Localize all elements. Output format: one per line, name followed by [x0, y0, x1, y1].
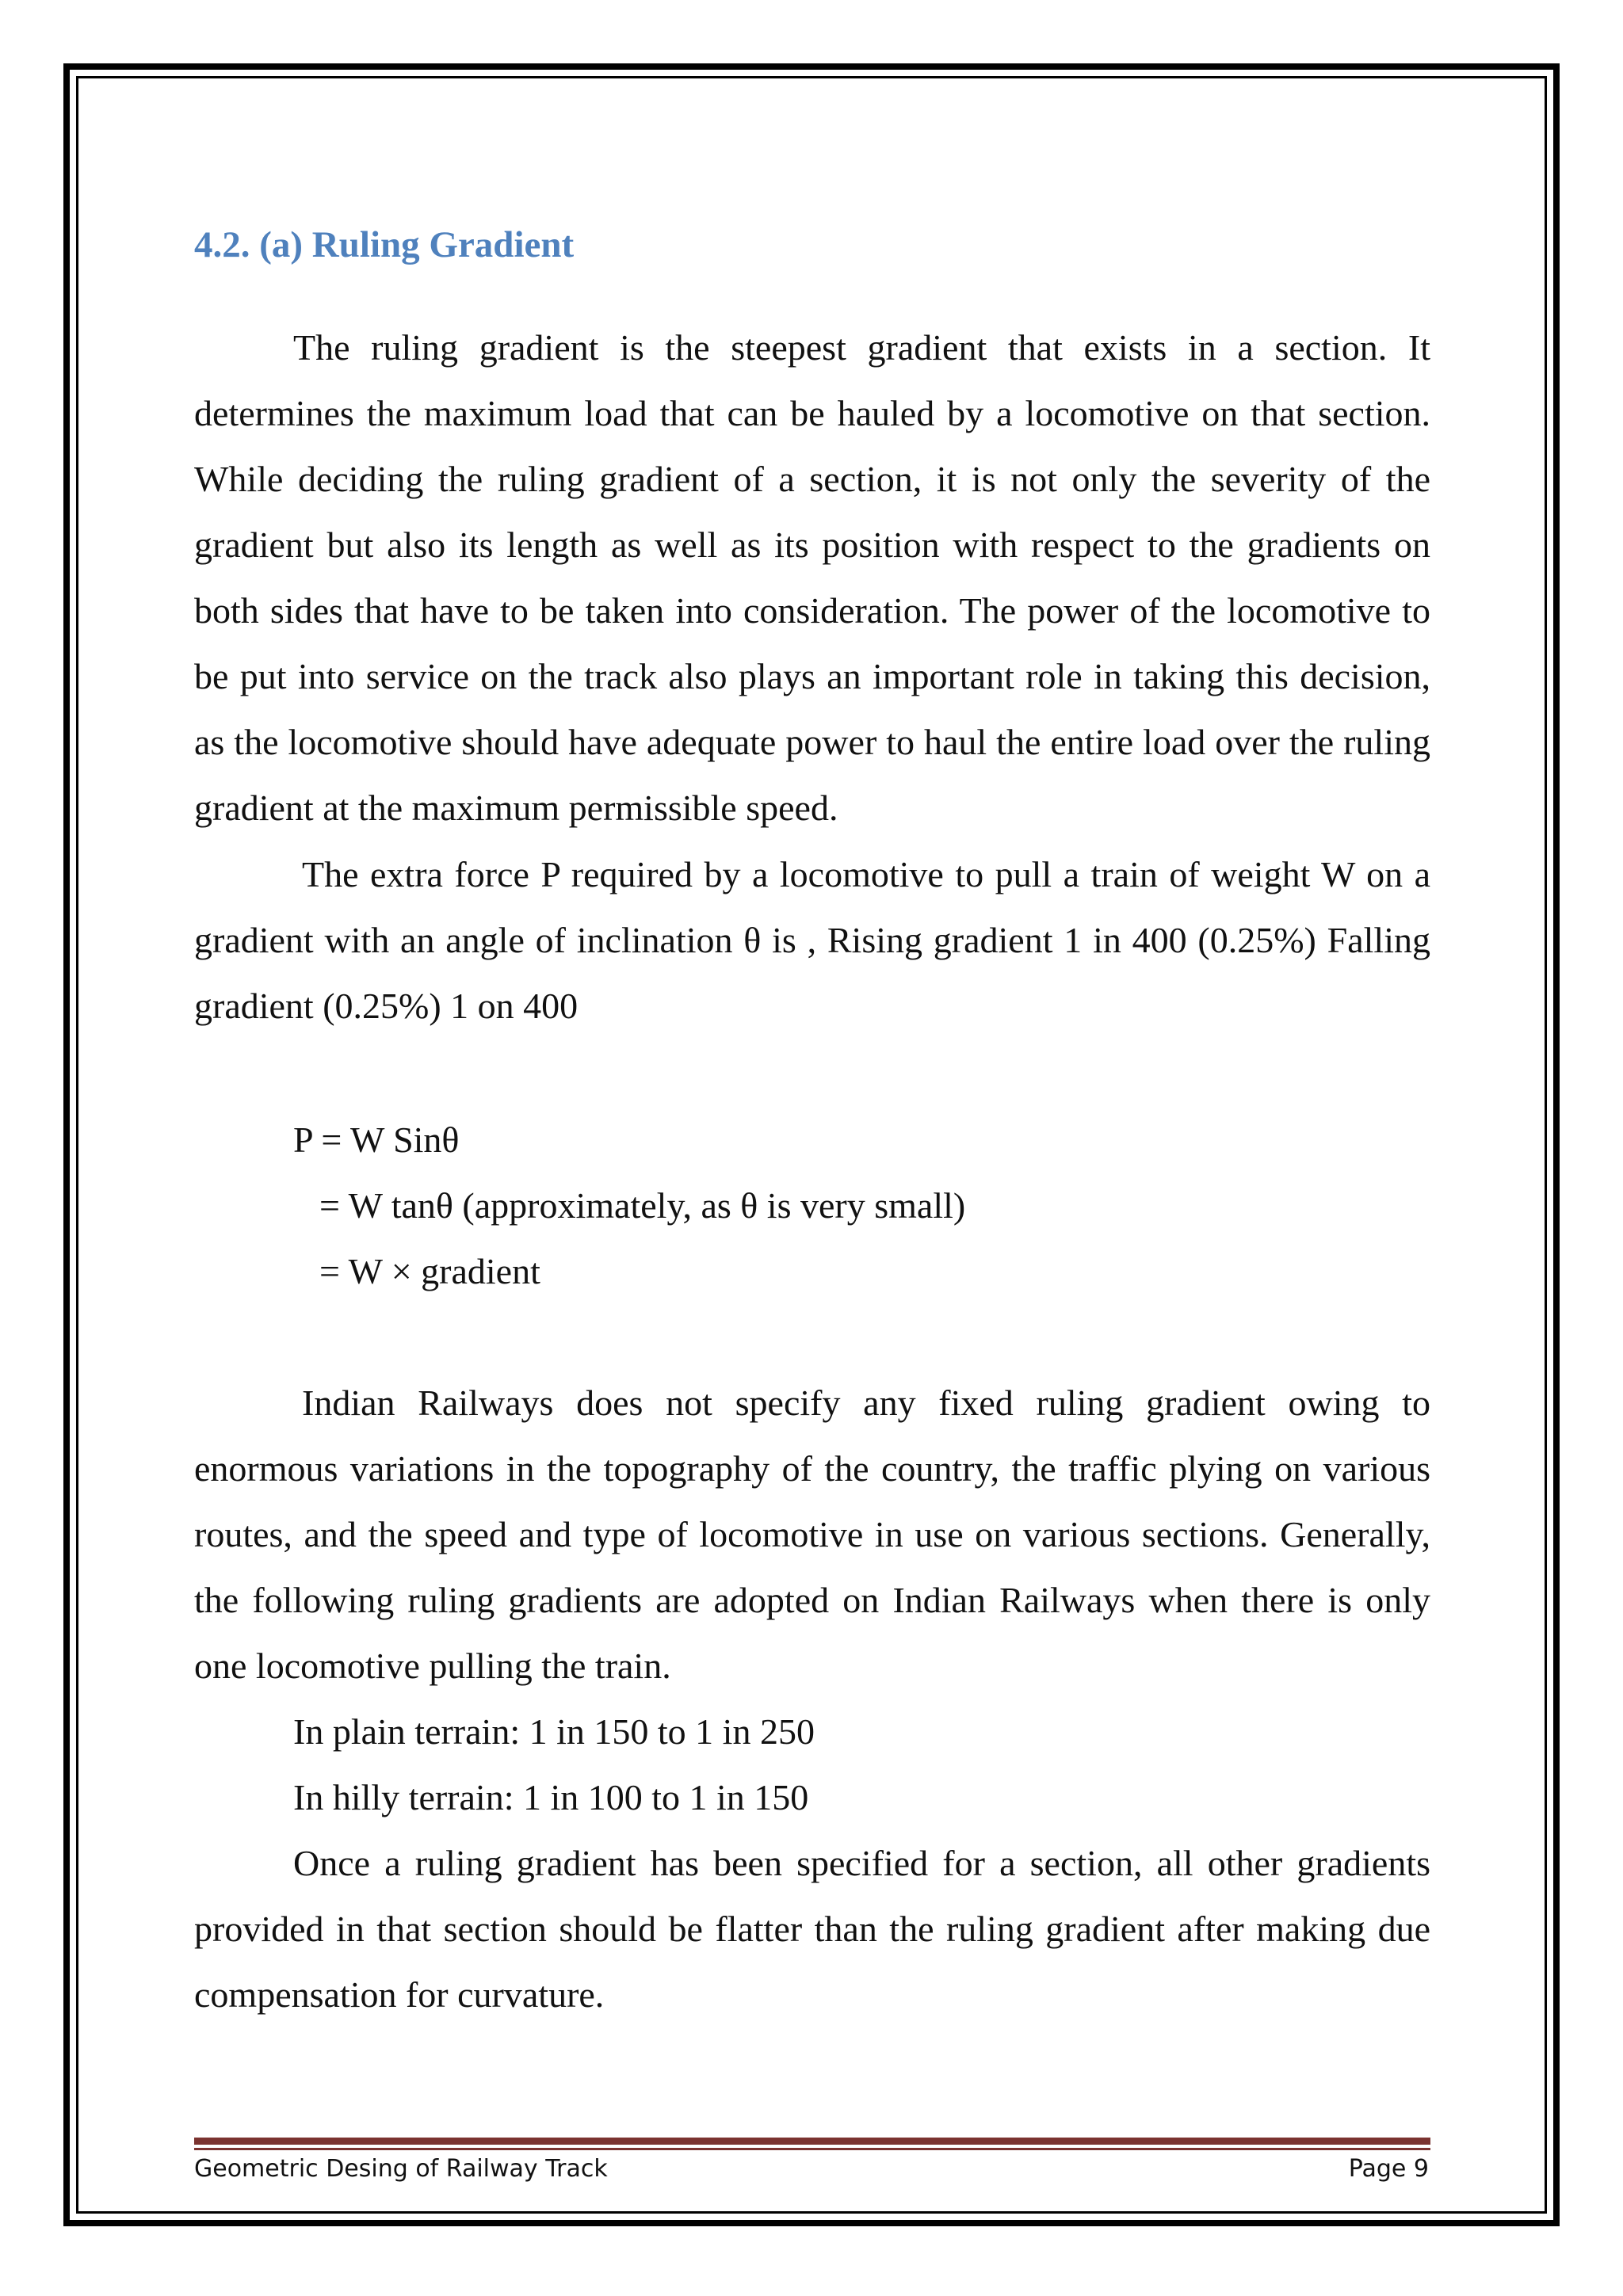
- hilly-terrain-gradient: In hilly terrain: 1 in 100 to 1 in 150: [293, 1777, 809, 1817]
- footer-rule-thin: [194, 2148, 1430, 2150]
- plain-terrain-gradient: In plain terrain: 1 in 150 to 1 in 250: [293, 1711, 815, 1752]
- footer-document-title: Geometric Desing of Railway Track: [194, 2155, 608, 2183]
- paragraph-compensation: Once a ruling gradient has been specified for a section, all other gradients provided in that section should be flatter than the ruling gradient after making due compensation for curvature.: [194, 1843, 1430, 2015]
- paragraph-indian-railways: Indian Railways does not specify any fixed ruling gradient owing to enormous variations in the topography of the country, the traffic plying on various routes, and the speed and type of locomotive in use on various sections. Generally, the following ruling gradients are adopted on Indian Railways when there is only one locomotive pulling the train.: [194, 1383, 1430, 1686]
- footer-rule-thick: [194, 2138, 1430, 2145]
- equation-line-2: = W tanθ (approximately, as θ is very small): [319, 1185, 966, 1226]
- paragraph-extra-force: The extra force P required by a locomotive to pull a train of weight W on a gradient with an angle of inclination θ is , Rising gradient 1 in 400 (0.25%) Falling gradient (0.25%) 1 on 400: [194, 854, 1430, 1026]
- footer-page-number: Page 9: [1348, 2155, 1429, 2183]
- paragraph-ruling-gradient-definition: The ruling gradient is the steepest gradient that exists in a section. It determines the maximum load that can be hauled by a locomotive on that section. While deciding the ruling gradient of a section, it is not only the severity of the gradient but also its length as well as its position with respect to the gradients on both sides that have to be taken into consideration. The power of the locomotive to be put into service on the track also plays an important role in taking this decision, as the locomotive should have adequate power to haul the entire load over the ruling gradient at the maximum permissible speed.: [194, 327, 1430, 828]
- equation-line-1: P = W Sinθ: [293, 1119, 460, 1160]
- section-heading: 4.2. (a) Ruling Gradient: [194, 224, 575, 265]
- equation-line-3: = W × gradient: [319, 1251, 540, 1291]
